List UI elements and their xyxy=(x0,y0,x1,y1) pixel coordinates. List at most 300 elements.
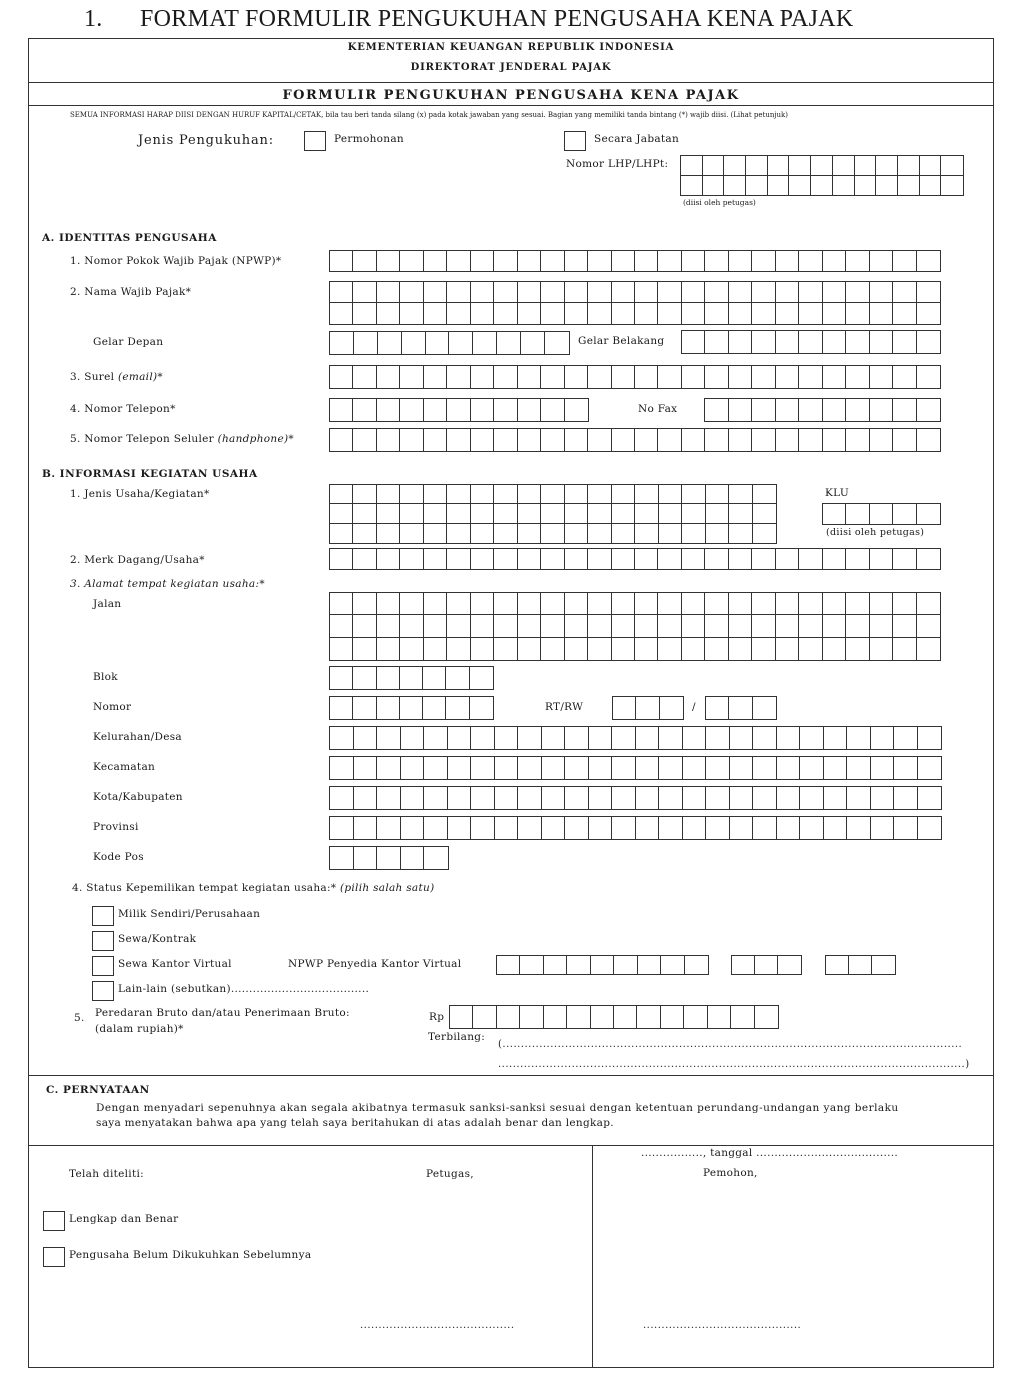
char-box[interactable] xyxy=(377,697,400,719)
npwp-field[interactable] xyxy=(329,250,941,272)
char-box[interactable] xyxy=(518,429,541,451)
char-box[interactable] xyxy=(682,331,705,353)
char-box[interactable] xyxy=(471,303,494,324)
char-box[interactable] xyxy=(377,727,401,749)
char-box[interactable] xyxy=(776,251,799,271)
char-box[interactable] xyxy=(870,399,894,421)
char-box[interactable] xyxy=(401,847,425,869)
char-box[interactable] xyxy=(706,697,729,719)
char-box[interactable] xyxy=(636,787,660,809)
char-box[interactable] xyxy=(377,593,400,615)
lhp-number-field[interactable] xyxy=(680,155,964,196)
char-box[interactable] xyxy=(855,176,877,196)
char-box[interactable] xyxy=(752,593,775,615)
char-box[interactable] xyxy=(753,757,777,779)
char-box[interactable] xyxy=(705,366,728,388)
char-box[interactable] xyxy=(589,757,613,779)
char-box[interactable] xyxy=(752,251,775,271)
char-box[interactable] xyxy=(768,176,790,196)
char-box[interactable] xyxy=(589,787,613,809)
char-box[interactable] xyxy=(565,282,588,303)
char-box[interactable] xyxy=(541,524,564,543)
char-box[interactable] xyxy=(494,504,517,523)
char-box[interactable] xyxy=(447,504,470,523)
char-box[interactable] xyxy=(470,667,493,689)
char-box[interactable] xyxy=(520,1006,543,1028)
char-box[interactable] xyxy=(377,615,400,637)
char-box[interactable] xyxy=(377,251,400,271)
char-box[interactable] xyxy=(777,727,801,749)
char-box[interactable] xyxy=(752,429,775,451)
surel-field[interactable] xyxy=(329,365,941,389)
char-box[interactable] xyxy=(494,524,517,543)
lain-lain-checkbox[interactable] xyxy=(92,981,114,1001)
char-box[interactable] xyxy=(635,593,658,615)
char-box[interactable] xyxy=(706,504,729,523)
char-box[interactable] xyxy=(612,615,635,637)
char-box[interactable] xyxy=(424,399,447,421)
char-box[interactable] xyxy=(400,638,423,660)
char-box[interactable] xyxy=(518,787,542,809)
char-box[interactable] xyxy=(494,485,517,504)
char-box[interactable] xyxy=(518,817,542,839)
char-box[interactable] xyxy=(683,787,707,809)
char-box[interactable] xyxy=(447,251,470,271)
char-box[interactable] xyxy=(811,156,833,176)
char-box[interactable] xyxy=(746,156,768,176)
char-box[interactable] xyxy=(612,727,636,749)
char-box[interactable] xyxy=(612,504,635,523)
char-box[interactable] xyxy=(588,638,611,660)
char-box[interactable] xyxy=(330,524,353,543)
char-box[interactable] xyxy=(658,615,681,637)
char-box[interactable] xyxy=(917,615,940,637)
char-box[interactable] xyxy=(447,593,470,615)
char-box[interactable] xyxy=(918,787,942,809)
char-box[interactable] xyxy=(494,593,517,615)
char-box[interactable] xyxy=(400,366,423,388)
char-box[interactable] xyxy=(893,331,916,353)
char-box[interactable] xyxy=(518,282,541,303)
char-box[interactable] xyxy=(494,366,517,388)
char-box[interactable] xyxy=(776,366,799,388)
char-box[interactable] xyxy=(871,727,895,749)
char-box[interactable] xyxy=(823,282,846,303)
char-box[interactable] xyxy=(447,524,470,543)
char-box[interactable] xyxy=(518,757,542,779)
char-box[interactable] xyxy=(378,332,402,354)
char-box[interactable] xyxy=(635,524,658,543)
char-box[interactable] xyxy=(920,156,942,176)
jalan-field[interactable] xyxy=(329,592,941,661)
char-box[interactable] xyxy=(471,817,495,839)
char-box[interactable] xyxy=(471,524,494,543)
char-box[interactable] xyxy=(682,303,705,324)
char-box[interactable] xyxy=(518,524,541,543)
char-box[interactable] xyxy=(448,727,472,749)
char-box[interactable] xyxy=(876,156,898,176)
char-box[interactable] xyxy=(898,156,920,176)
char-box[interactable] xyxy=(424,282,447,303)
char-box[interactable] xyxy=(424,847,448,869)
char-box[interactable] xyxy=(330,847,354,869)
char-box[interactable] xyxy=(724,156,746,176)
char-box[interactable] xyxy=(746,176,768,196)
char-box[interactable] xyxy=(635,429,658,451)
char-box[interactable] xyxy=(354,757,378,779)
char-box[interactable] xyxy=(776,331,799,353)
char-box[interactable] xyxy=(752,303,775,324)
char-box[interactable] xyxy=(753,524,776,543)
char-box[interactable] xyxy=(638,956,661,974)
char-box[interactable] xyxy=(471,593,494,615)
char-box[interactable] xyxy=(424,303,447,324)
char-box[interactable] xyxy=(448,817,472,839)
char-box[interactable] xyxy=(823,366,846,388)
char-box[interactable] xyxy=(823,331,846,353)
char-box[interactable] xyxy=(682,593,705,615)
char-box[interactable] xyxy=(565,251,588,271)
char-box[interactable] xyxy=(659,504,682,523)
char-box[interactable] xyxy=(893,429,916,451)
fax-field[interactable] xyxy=(704,398,941,422)
char-box[interactable] xyxy=(658,251,681,271)
char-box[interactable] xyxy=(494,251,517,271)
char-box[interactable] xyxy=(521,332,545,354)
char-box[interactable] xyxy=(730,757,754,779)
blok-field[interactable] xyxy=(329,666,494,690)
npwp-virtual-field-3[interactable] xyxy=(825,955,896,975)
char-box[interactable] xyxy=(354,787,378,809)
char-box[interactable] xyxy=(681,176,703,196)
char-box[interactable] xyxy=(423,667,446,689)
char-box[interactable] xyxy=(729,638,752,660)
char-box[interactable] xyxy=(588,524,611,543)
char-box[interactable] xyxy=(424,549,447,569)
nomor-field[interactable] xyxy=(329,696,494,720)
char-box[interactable] xyxy=(613,697,636,719)
char-box[interactable] xyxy=(541,485,564,504)
char-box[interactable] xyxy=(705,399,729,421)
char-box[interactable] xyxy=(353,593,376,615)
char-box[interactable] xyxy=(871,817,895,839)
char-box[interactable] xyxy=(636,817,660,839)
char-box[interactable] xyxy=(918,727,942,749)
char-box[interactable] xyxy=(823,615,846,637)
char-box[interactable] xyxy=(729,485,752,504)
char-box[interactable] xyxy=(497,332,521,354)
petugas-signature-line[interactable]: .......................................... xyxy=(360,1320,515,1331)
char-box[interactable] xyxy=(612,593,635,615)
char-box[interactable] xyxy=(354,817,378,839)
char-box[interactable] xyxy=(353,303,376,324)
char-box[interactable] xyxy=(497,1006,520,1028)
char-box[interactable] xyxy=(855,156,877,176)
char-box[interactable] xyxy=(471,504,494,523)
char-box[interactable] xyxy=(588,593,611,615)
char-box[interactable] xyxy=(706,787,730,809)
char-box[interactable] xyxy=(541,251,564,271)
char-box[interactable] xyxy=(353,615,376,637)
char-box[interactable] xyxy=(659,485,682,504)
char-box[interactable] xyxy=(330,787,354,809)
char-box[interactable] xyxy=(330,667,353,689)
char-box[interactable] xyxy=(799,549,822,569)
char-box[interactable] xyxy=(870,251,893,271)
char-box[interactable] xyxy=(730,787,754,809)
char-box[interactable] xyxy=(447,615,470,637)
char-box[interactable] xyxy=(353,549,376,569)
char-box[interactable] xyxy=(612,549,635,569)
lengkap-checkbox[interactable] xyxy=(43,1211,65,1231)
sewa-virtual-checkbox[interactable] xyxy=(92,956,114,976)
char-box[interactable] xyxy=(400,504,423,523)
char-box[interactable] xyxy=(400,524,423,543)
char-box[interactable] xyxy=(448,757,472,779)
char-box[interactable] xyxy=(614,1006,637,1028)
char-box[interactable] xyxy=(732,956,755,974)
char-box[interactable] xyxy=(377,366,400,388)
char-box[interactable] xyxy=(377,549,400,569)
char-box[interactable] xyxy=(823,504,846,524)
char-box[interactable] xyxy=(659,524,682,543)
char-box[interactable] xyxy=(636,757,660,779)
char-box[interactable] xyxy=(753,697,776,719)
char-box[interactable] xyxy=(471,399,494,421)
char-box[interactable] xyxy=(330,697,353,719)
char-box[interactable] xyxy=(377,524,400,543)
char-box[interactable] xyxy=(353,485,376,504)
char-box[interactable] xyxy=(518,727,542,749)
char-box[interactable] xyxy=(424,251,447,271)
char-box[interactable] xyxy=(729,366,752,388)
char-box[interactable] xyxy=(730,817,754,839)
char-box[interactable] xyxy=(612,282,635,303)
char-box[interactable] xyxy=(705,638,728,660)
terbilang-line-1[interactable]: (............................................................................................................................. xyxy=(498,1039,963,1050)
char-box[interactable] xyxy=(870,331,893,353)
char-box[interactable] xyxy=(846,282,869,303)
char-box[interactable] xyxy=(424,615,447,637)
char-box[interactable] xyxy=(893,504,916,524)
char-box[interactable] xyxy=(870,615,893,637)
char-box[interactable] xyxy=(400,429,423,451)
char-box[interactable] xyxy=(494,282,517,303)
char-box[interactable] xyxy=(753,817,777,839)
char-box[interactable] xyxy=(753,727,777,749)
char-box[interactable] xyxy=(330,303,353,324)
char-box[interactable] xyxy=(776,615,799,637)
char-box[interactable] xyxy=(448,787,472,809)
char-box[interactable] xyxy=(541,504,564,523)
char-box[interactable] xyxy=(588,429,611,451)
char-box[interactable] xyxy=(658,303,681,324)
kelurahan-field[interactable] xyxy=(329,726,942,750)
char-box[interactable] xyxy=(917,251,940,271)
char-box[interactable] xyxy=(471,429,494,451)
char-box[interactable] xyxy=(377,485,400,504)
char-box[interactable] xyxy=(777,757,801,779)
char-box[interactable] xyxy=(330,399,353,421)
char-box[interactable] xyxy=(706,817,730,839)
char-box[interactable] xyxy=(353,429,376,451)
char-box[interactable] xyxy=(658,549,681,569)
char-box[interactable] xyxy=(893,251,916,271)
char-box[interactable] xyxy=(401,757,425,779)
char-box[interactable] xyxy=(776,429,799,451)
char-box[interactable] xyxy=(706,757,730,779)
char-box[interactable] xyxy=(588,366,611,388)
char-box[interactable] xyxy=(565,549,588,569)
char-box[interactable] xyxy=(565,504,588,523)
char-box[interactable] xyxy=(823,399,847,421)
char-box[interactable] xyxy=(870,429,893,451)
char-box[interactable] xyxy=(402,332,426,354)
char-box[interactable] xyxy=(330,727,354,749)
char-box[interactable] xyxy=(703,156,725,176)
char-box[interactable] xyxy=(799,593,822,615)
char-box[interactable] xyxy=(612,429,635,451)
rt-field[interactable] xyxy=(612,696,684,720)
char-box[interactable] xyxy=(729,331,752,353)
char-box[interactable] xyxy=(824,787,848,809)
char-box[interactable] xyxy=(708,1006,731,1028)
char-box[interactable] xyxy=(494,429,517,451)
char-box[interactable] xyxy=(518,593,541,615)
char-box[interactable] xyxy=(833,156,855,176)
kecamatan-field[interactable] xyxy=(329,756,942,780)
char-box[interactable] xyxy=(846,251,869,271)
char-box[interactable] xyxy=(377,638,400,660)
char-box[interactable] xyxy=(567,1006,590,1028)
char-box[interactable] xyxy=(755,956,778,974)
char-box[interactable] xyxy=(495,757,519,779)
char-box[interactable] xyxy=(870,638,893,660)
char-box[interactable] xyxy=(824,817,848,839)
char-box[interactable] xyxy=(729,593,752,615)
char-box[interactable] xyxy=(377,817,401,839)
char-box[interactable] xyxy=(918,757,942,779)
char-box[interactable] xyxy=(870,549,893,569)
char-box[interactable] xyxy=(799,331,822,353)
char-box[interactable] xyxy=(565,524,588,543)
char-box[interactable] xyxy=(729,504,752,523)
char-box[interactable] xyxy=(495,787,519,809)
char-box[interactable] xyxy=(659,727,683,749)
char-box[interactable] xyxy=(682,485,705,504)
char-box[interactable] xyxy=(705,331,728,353)
char-box[interactable] xyxy=(353,667,376,689)
char-box[interactable] xyxy=(494,615,517,637)
char-box[interactable] xyxy=(471,282,494,303)
char-box[interactable] xyxy=(776,282,799,303)
char-box[interactable] xyxy=(729,429,752,451)
char-box[interactable] xyxy=(565,757,589,779)
char-box[interactable] xyxy=(471,485,494,504)
char-box[interactable] xyxy=(612,638,635,660)
char-box[interactable] xyxy=(789,156,811,176)
char-box[interactable] xyxy=(776,638,799,660)
char-box[interactable] xyxy=(705,549,728,569)
char-box[interactable] xyxy=(917,399,941,421)
char-box[interactable] xyxy=(917,303,940,324)
char-box[interactable] xyxy=(635,366,658,388)
char-box[interactable] xyxy=(588,303,611,324)
char-box[interactable] xyxy=(729,524,752,543)
char-box[interactable] xyxy=(495,817,519,839)
char-box[interactable] xyxy=(799,615,822,637)
char-box[interactable] xyxy=(635,615,658,637)
char-box[interactable] xyxy=(377,303,400,324)
char-box[interactable] xyxy=(846,638,869,660)
char-box[interactable] xyxy=(789,176,811,196)
char-box[interactable] xyxy=(871,787,895,809)
char-box[interactable] xyxy=(588,251,611,271)
char-box[interactable] xyxy=(518,485,541,504)
char-box[interactable] xyxy=(542,757,566,779)
char-box[interactable] xyxy=(400,697,423,719)
char-box[interactable] xyxy=(424,817,448,839)
char-box[interactable] xyxy=(893,366,916,388)
char-box[interactable] xyxy=(846,331,869,353)
char-box[interactable] xyxy=(541,593,564,615)
char-box[interactable] xyxy=(424,727,448,749)
char-box[interactable] xyxy=(920,176,942,196)
char-box[interactable] xyxy=(893,303,916,324)
char-box[interactable] xyxy=(752,366,775,388)
char-box[interactable] xyxy=(424,429,447,451)
char-box[interactable] xyxy=(424,524,447,543)
char-box[interactable] xyxy=(635,251,658,271)
char-box[interactable] xyxy=(684,1006,707,1028)
char-box[interactable] xyxy=(520,956,543,974)
char-box[interactable] xyxy=(612,303,635,324)
char-box[interactable] xyxy=(612,524,635,543)
char-box[interactable] xyxy=(682,251,705,271)
char-box[interactable] xyxy=(450,1006,473,1028)
char-box[interactable] xyxy=(330,549,353,569)
char-box[interactable] xyxy=(330,282,353,303)
char-box[interactable] xyxy=(870,366,893,388)
char-box[interactable] xyxy=(400,251,423,271)
char-box[interactable] xyxy=(471,757,495,779)
char-box[interactable] xyxy=(682,366,705,388)
char-box[interactable] xyxy=(823,303,846,324)
char-box[interactable] xyxy=(777,817,801,839)
char-box[interactable] xyxy=(541,282,564,303)
char-box[interactable] xyxy=(518,615,541,637)
char-box[interactable] xyxy=(685,956,708,974)
char-box[interactable] xyxy=(683,727,707,749)
gelar-depan-field[interactable] xyxy=(329,331,570,355)
char-box[interactable] xyxy=(446,667,469,689)
char-box[interactable] xyxy=(776,549,799,569)
char-box[interactable] xyxy=(424,757,448,779)
klu-field[interactable] xyxy=(822,503,941,525)
char-box[interactable] xyxy=(377,757,401,779)
char-box[interactable] xyxy=(660,697,683,719)
char-box[interactable] xyxy=(846,615,869,637)
char-box[interactable] xyxy=(330,429,353,451)
char-box[interactable] xyxy=(917,549,940,569)
char-box[interactable] xyxy=(768,156,790,176)
char-box[interactable] xyxy=(377,667,400,689)
char-box[interactable] xyxy=(826,956,849,974)
char-box[interactable] xyxy=(729,303,752,324)
char-box[interactable] xyxy=(545,332,569,354)
char-box[interactable] xyxy=(659,817,683,839)
char-box[interactable] xyxy=(330,366,353,388)
